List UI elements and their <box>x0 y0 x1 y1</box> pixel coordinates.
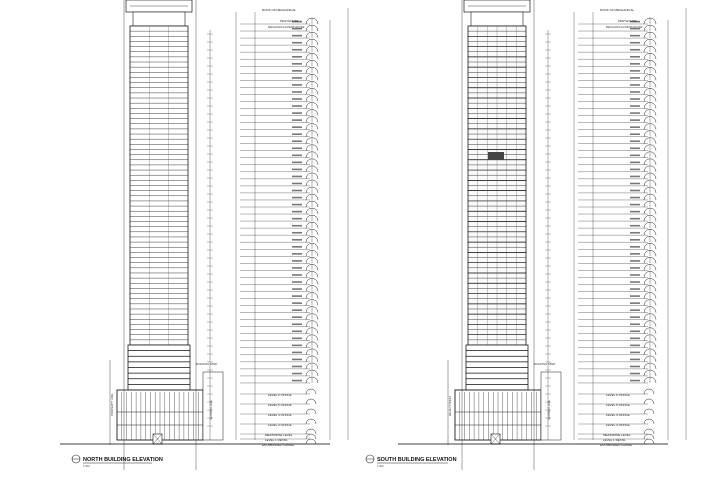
level-tag-mark <box>630 84 640 86</box>
level-tag-mark <box>630 70 640 72</box>
level-tag-mark <box>292 77 302 79</box>
level-tag-mark <box>292 197 302 199</box>
north-base-level: MEZZANINE LEVEL <box>265 433 293 437</box>
level-tag-mark <box>630 112 640 114</box>
balcony-recess <box>488 152 504 160</box>
level-tag-mark <box>630 246 640 248</box>
level-tag-mark <box>630 281 640 283</box>
level-tag-mark <box>292 316 302 318</box>
level-tag-mark <box>630 35 640 37</box>
level-tag-mark <box>630 260 640 262</box>
level-tag-mark <box>292 253 302 255</box>
north-base-level: ESTABLISHED GRADE <box>262 443 294 447</box>
north-mid-vertical-label: SETBACK LINE <box>209 399 213 420</box>
level-tag-mark <box>630 302 640 304</box>
south-top-label: ROOF OF MECHANICAL <box>600 8 635 12</box>
level-tag-mark <box>630 49 640 51</box>
level-tag-mark <box>292 232 302 234</box>
level-tag-mark <box>292 162 302 164</box>
north-base-level: LEVEL 3 OFFICE <box>268 423 292 427</box>
level-tag-mark <box>292 380 302 382</box>
level-tag-mark <box>630 126 640 128</box>
level-tag-mark <box>630 345 640 347</box>
level-tag-mark <box>292 239 302 241</box>
south-mid-vertical-label: SETBACK LINE <box>547 399 551 420</box>
level-tag-mark <box>292 91 302 93</box>
level-tag-mark <box>630 330 640 332</box>
level-tag-mark <box>630 338 640 340</box>
level-tag-mark <box>292 126 302 128</box>
level-tag-mark <box>292 63 302 65</box>
level-tag-mark <box>630 162 640 164</box>
level-tag-mark <box>630 274 640 276</box>
south-base-level: LEVEL 6 OFFICE <box>606 393 630 397</box>
north-penthouse-label: PENTHOUSE <box>280 19 299 23</box>
level-tag-mark <box>630 218 640 220</box>
south-mech-label: MECHANICAL/PENTHOUSE <box>606 25 643 29</box>
level-tag-mark <box>292 246 302 248</box>
south-base-level: LEVEL 4 OFFICE <box>606 413 630 417</box>
level-tag-mark <box>630 225 640 227</box>
level-tag-mark <box>292 105 302 107</box>
level-tag-mark <box>630 105 640 107</box>
level-tag-mark <box>292 119 302 121</box>
level-tag-mark <box>292 338 302 340</box>
level-tag-mark <box>630 239 640 241</box>
level-tag-mark <box>630 183 640 185</box>
level-tag-mark <box>292 70 302 72</box>
level-tag-mark <box>292 140 302 142</box>
level-tag-mark <box>630 98 640 100</box>
level-tag-mark <box>292 274 302 276</box>
level-tag-mark <box>630 366 640 368</box>
level-tag-mark <box>630 204 640 206</box>
level-tag-mark <box>630 267 640 269</box>
south-scale: 1:400 <box>377 465 384 468</box>
level-tag-mark <box>292 373 302 375</box>
north-top-label: ROOF OF MECHANICAL <box>262 8 297 12</box>
level-tag-mark <box>630 133 640 135</box>
level-tag-mark <box>630 176 640 178</box>
level-tag-mark <box>292 309 302 311</box>
south-title: SOUTH BUILDING ELEVATION <box>377 457 457 463</box>
crown-step <box>471 12 523 26</box>
north-base-level: LEVEL 1 RETAIL <box>265 438 288 442</box>
level-tag-mark <box>630 197 640 199</box>
level-tag-mark <box>630 211 640 213</box>
level-tag-mark <box>630 295 640 297</box>
level-tag-mark <box>630 380 640 382</box>
south-left-vertical-label: MILAN STREET <box>448 395 452 416</box>
level-tag-mark <box>630 323 640 325</box>
level-tag-mark <box>292 330 302 332</box>
level-tag-mark <box>630 42 640 44</box>
level-tag-mark <box>292 352 302 354</box>
level-tag-mark <box>292 302 302 304</box>
level-tag-mark <box>292 133 302 135</box>
level-tag-mark <box>630 140 640 142</box>
level-tag-mark <box>292 225 302 227</box>
north-base-level: LEVEL 6 OFFICE <box>268 393 292 397</box>
south-base-level: LEVEL 1 RETAIL <box>603 438 626 442</box>
level-tag-mark <box>630 309 640 311</box>
level-tag-mark <box>630 359 640 361</box>
level-tag-mark <box>292 366 302 368</box>
level-tag-mark <box>292 155 302 157</box>
level-tag-mark <box>292 98 302 100</box>
level-tag-mark <box>630 155 640 157</box>
level-tag-mark <box>292 35 302 37</box>
level-tag-mark <box>292 49 302 51</box>
north-base-level: LEVEL 4 OFFICE <box>268 413 292 417</box>
level-tag-mark <box>292 295 302 297</box>
level-tag-mark <box>630 316 640 318</box>
north-mech-label: MECHANICAL/PENTHOUSE <box>268 25 305 29</box>
north-left-vertical-label: PROPERTY LINE <box>110 393 114 416</box>
level-tag-mark <box>292 211 302 213</box>
level-tag-mark <box>292 42 302 44</box>
level-tag-mark <box>630 77 640 79</box>
level-tag-mark <box>292 190 302 192</box>
south-base-level: ESTABLISHED GRADE <box>600 443 632 447</box>
level-tag-mark <box>630 190 640 192</box>
crown-step <box>133 12 185 26</box>
side-wall <box>203 372 223 440</box>
level-tag-mark <box>292 169 302 171</box>
south-base-level: MEZZANINE LEVEL <box>603 433 631 437</box>
north-title: NORTH BUILDING ELEVATION <box>83 457 163 463</box>
level-tag-mark <box>630 288 640 290</box>
level-tag-mark <box>292 84 302 86</box>
level-tag-mark <box>630 56 640 58</box>
level-tag-mark <box>292 260 302 262</box>
level-tag-mark <box>630 147 640 149</box>
south-setback-label: BUILDING STEP <box>534 362 556 366</box>
level-tag-mark <box>630 352 640 354</box>
north-scale: 1:400 <box>83 465 90 468</box>
level-tag-mark <box>292 218 302 220</box>
south-base-level: LEVEL 5 OFFICE <box>606 403 630 407</box>
south-base-level: LEVEL 3 OFFICE <box>606 423 630 427</box>
level-tag-mark <box>630 119 640 121</box>
level-tag-mark <box>292 204 302 206</box>
level-tag-mark <box>292 267 302 269</box>
level-tag-mark <box>292 323 302 325</box>
level-tag-mark <box>292 288 302 290</box>
level-tag-mark <box>630 373 640 375</box>
north-base-level: LEVEL 5 OFFICE <box>268 403 292 407</box>
north-setback-label: BUILDING STEP <box>196 362 218 366</box>
level-tag-mark <box>292 112 302 114</box>
level-tag-mark <box>630 169 640 171</box>
level-tag-mark <box>292 281 302 283</box>
level-tag-mark <box>630 232 640 234</box>
level-tag-mark <box>292 345 302 347</box>
level-tag-mark <box>292 183 302 185</box>
level-tag-mark <box>630 91 640 93</box>
level-tag-mark <box>292 147 302 149</box>
level-tag-mark <box>292 359 302 361</box>
side-wall <box>541 372 561 440</box>
level-tag-mark <box>630 253 640 255</box>
south-penthouse-label: PENTHOUSE <box>618 19 637 23</box>
level-tag-mark <box>292 56 302 58</box>
level-tag-mark <box>630 63 640 65</box>
level-tag-mark <box>292 176 302 178</box>
